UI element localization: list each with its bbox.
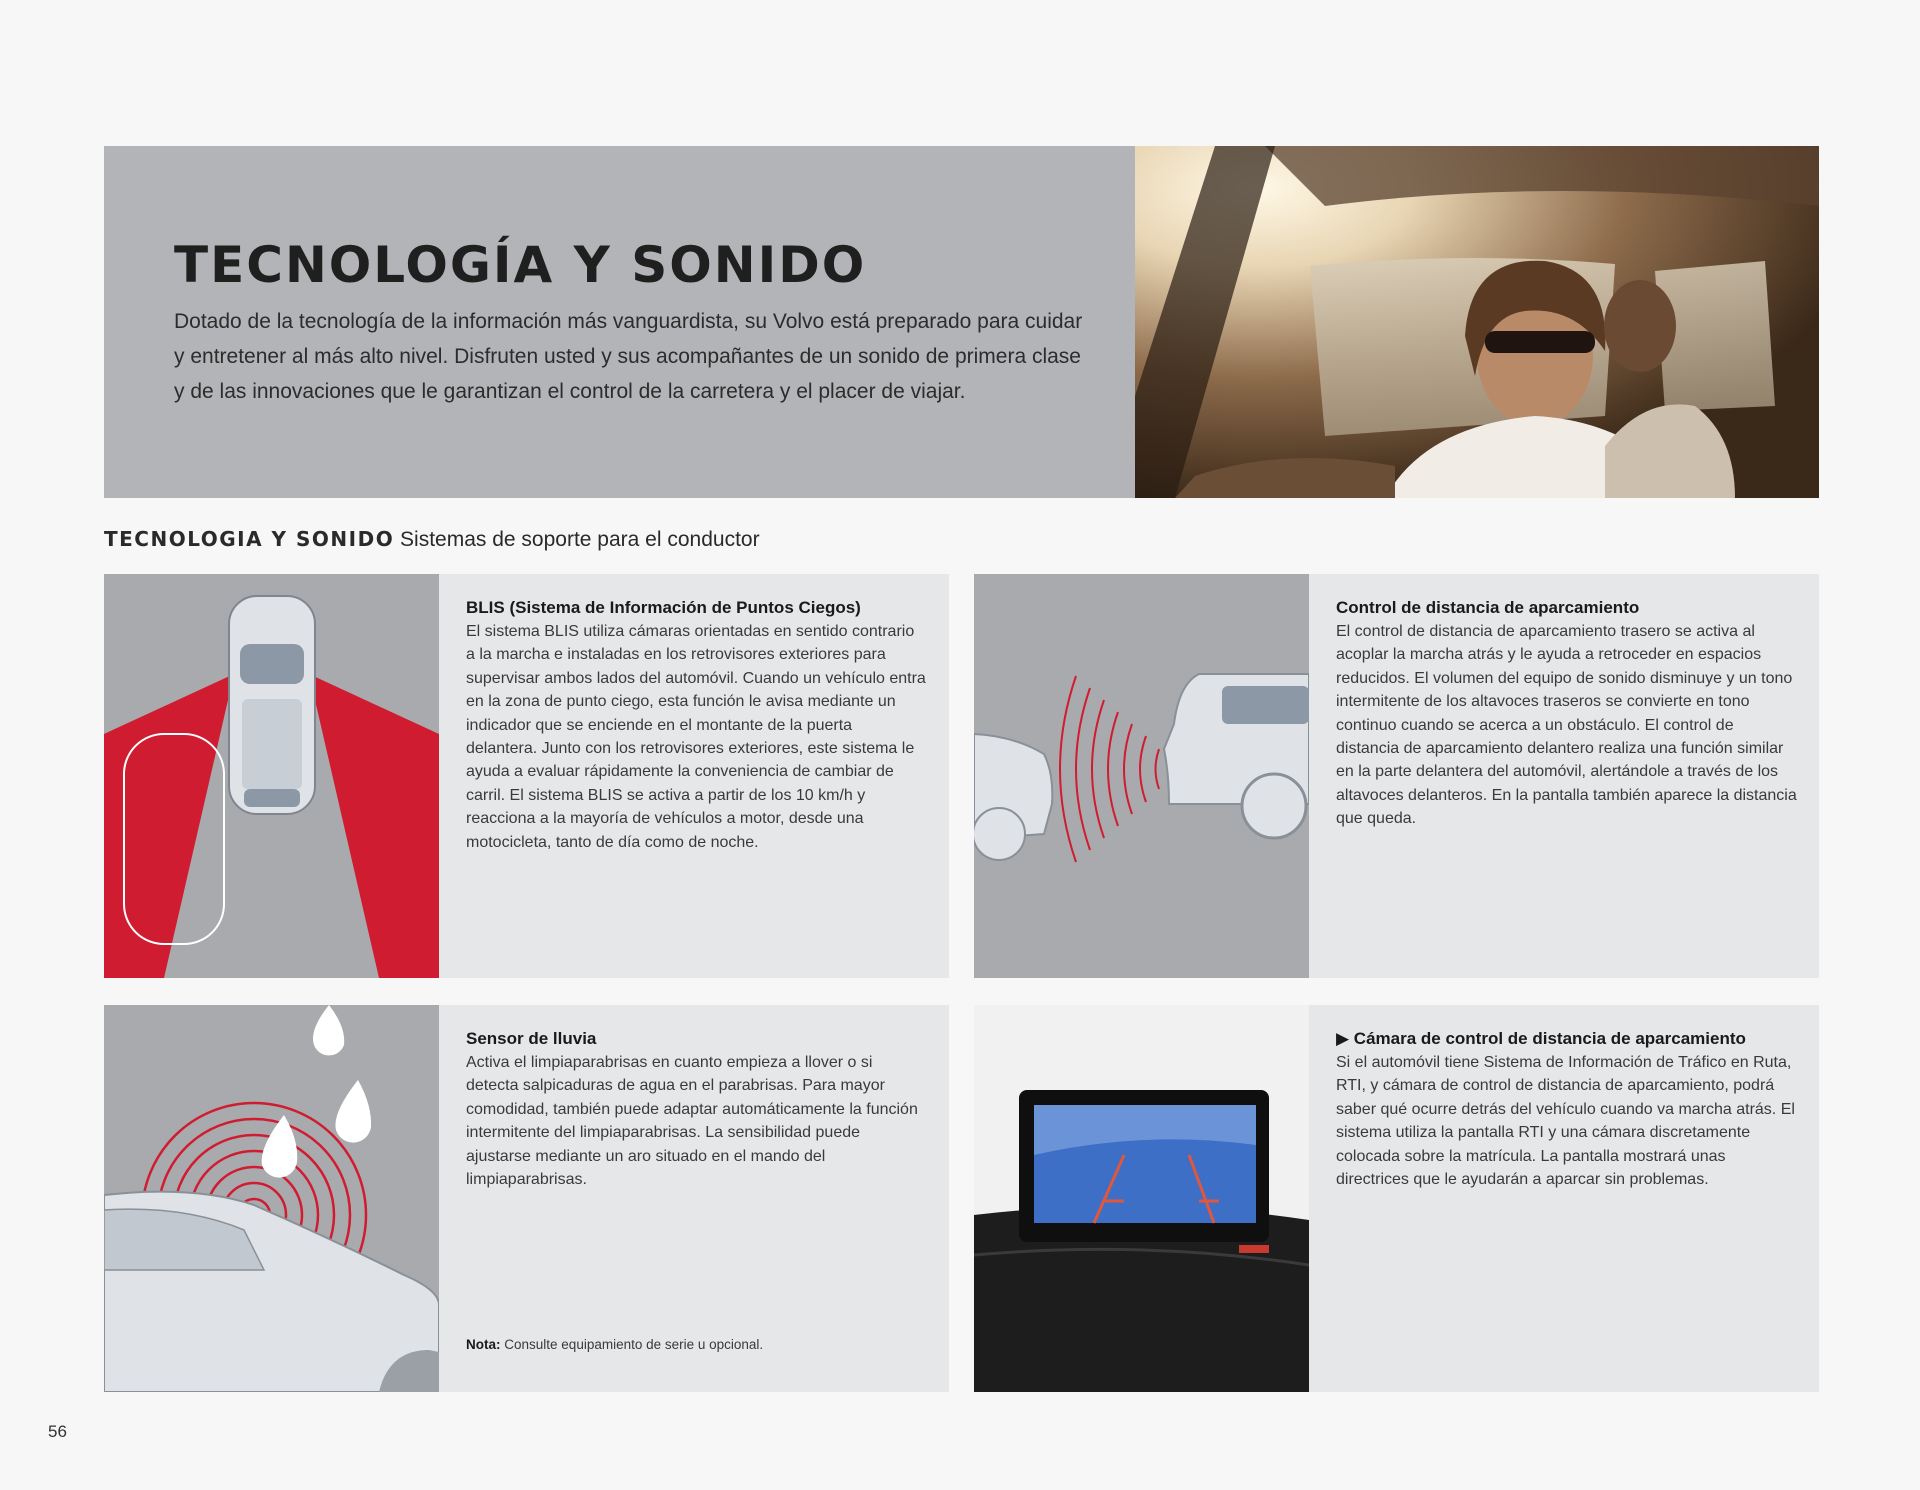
- page-number: 56: [48, 1422, 67, 1441]
- hero-banner: [104, 146, 1819, 498]
- page-title: TECNOLOGÍA Y SONIDO: [174, 236, 867, 294]
- rain-sensor-text: [466, 1029, 927, 1191]
- parking-sensor-illustration: [974, 574, 1309, 978]
- parking-camera-title: ▶ Cámara de control de distancia de aparcamiento: [1336, 1029, 1746, 1048]
- section-heading-bold: TECNOLOGIA Y SONIDO: [104, 527, 395, 551]
- blis-text: [466, 598, 927, 854]
- note: [466, 1337, 763, 1352]
- feature-card-parking-distance: [974, 574, 1819, 978]
- blis-title: BLIS (Sistema de Información de Puntos Ciegos): [466, 598, 861, 617]
- rain-sensor-illustration: [104, 1005, 439, 1392]
- parking-distance-text: [1336, 598, 1797, 831]
- hero-photo-driver: [1135, 146, 1819, 498]
- note-label: Nota:: [466, 1337, 501, 1352]
- rain-sensor-title: Sensor de lluvia: [466, 1029, 597, 1048]
- parking-camera-body: Si el automóvil tiene Sistema de Información de Tráfico en Ruta, RTI, y cámara de control de distancia de aparcamiento, podrá saber qué ocurre detrás del vehículo cuando va marcha atrás. El sistema utiliza la pantalla RTI y una cámara discretamente colocada sobre la matrícula. La pantalla mostrará unas directrices que le ayudarán a aparcar sin problemas.: [1336, 1054, 1795, 1189]
- note-text: Consulte equipamiento de serie u opcional.: [504, 1337, 764, 1352]
- parking-distance-title: Control de distancia de aparcamiento: [1336, 598, 1640, 617]
- feature-card-blis: [104, 574, 949, 978]
- blis-body: El sistema BLIS utiliza cámaras orientadas en sentido contrario a la marcha e instaladas en los retrovisores exteriores para supervisar ambos lados del automóvil. Cuando un vehículo entra en la zona de punto ciego, esta función le avisa mediante un indicador que se enciende en el montante de la puerta delantera. Junto con los retrovisores exteriores, este sistema le ayuda a evaluar rápidamente la conveniencia de cambiar de carril. El sistema BLIS se activa a partir de los 10 km/h y reacciona a la mayoría de vehículos a motor, desde una motocicleta, tanto de día como de noche.: [466, 623, 926, 851]
- hero-text: [174, 236, 1094, 409]
- section-heading: [104, 527, 760, 552]
- parking-camera-text: [1336, 1029, 1797, 1191]
- parking-camera-photo: [974, 1005, 1309, 1392]
- rain-sensor-body: Activa el limpiaparabrisas en cuanto empieza a llover o si detecta salpicaduras de agua en el parabrisas. Para mayor comodidad, también puede adaptar automáticamente la función intermitente del limpiaparabrisas. La sensibilidad puede ajustarse mediante un aro situado en el mando del limpiaparabrisas.: [466, 1054, 918, 1189]
- section-heading-subtitle: Sistemas de soporte para el conductor: [400, 528, 760, 551]
- feature-card-rain-sensor: [104, 1005, 949, 1392]
- feature-card-parking-camera: [974, 1005, 1819, 1392]
- hero-intro: Dotado de la tecnología de la información más vanguardista, su Volvo está preparado para cuidar y entretener al más alto nivel. Disfruten usted y sus acompañantes de un sonido de primera clase y de las innovaciones que le garantizan el control de la carretera y el placer de viajar.: [174, 310, 1083, 403]
- blis-illustration: [104, 574, 439, 978]
- parking-distance-body: El control de distancia de aparcamiento trasero se activa al acoplar la marcha atrás y le ayuda a retroceder en espacios reducidos. El volumen del equipo de sonido disminuye y un tono intermitente de los altavoces traseros se convierte en tono continuo cuando se acerca a un obstáculo. El control de distancia de aparcamiento delantero realiza una función similar en la parte delantera del automóvil, alertándole a través de los altavoces delanteros. En la pantalla también aparece la distancia que queda.: [1336, 623, 1797, 828]
